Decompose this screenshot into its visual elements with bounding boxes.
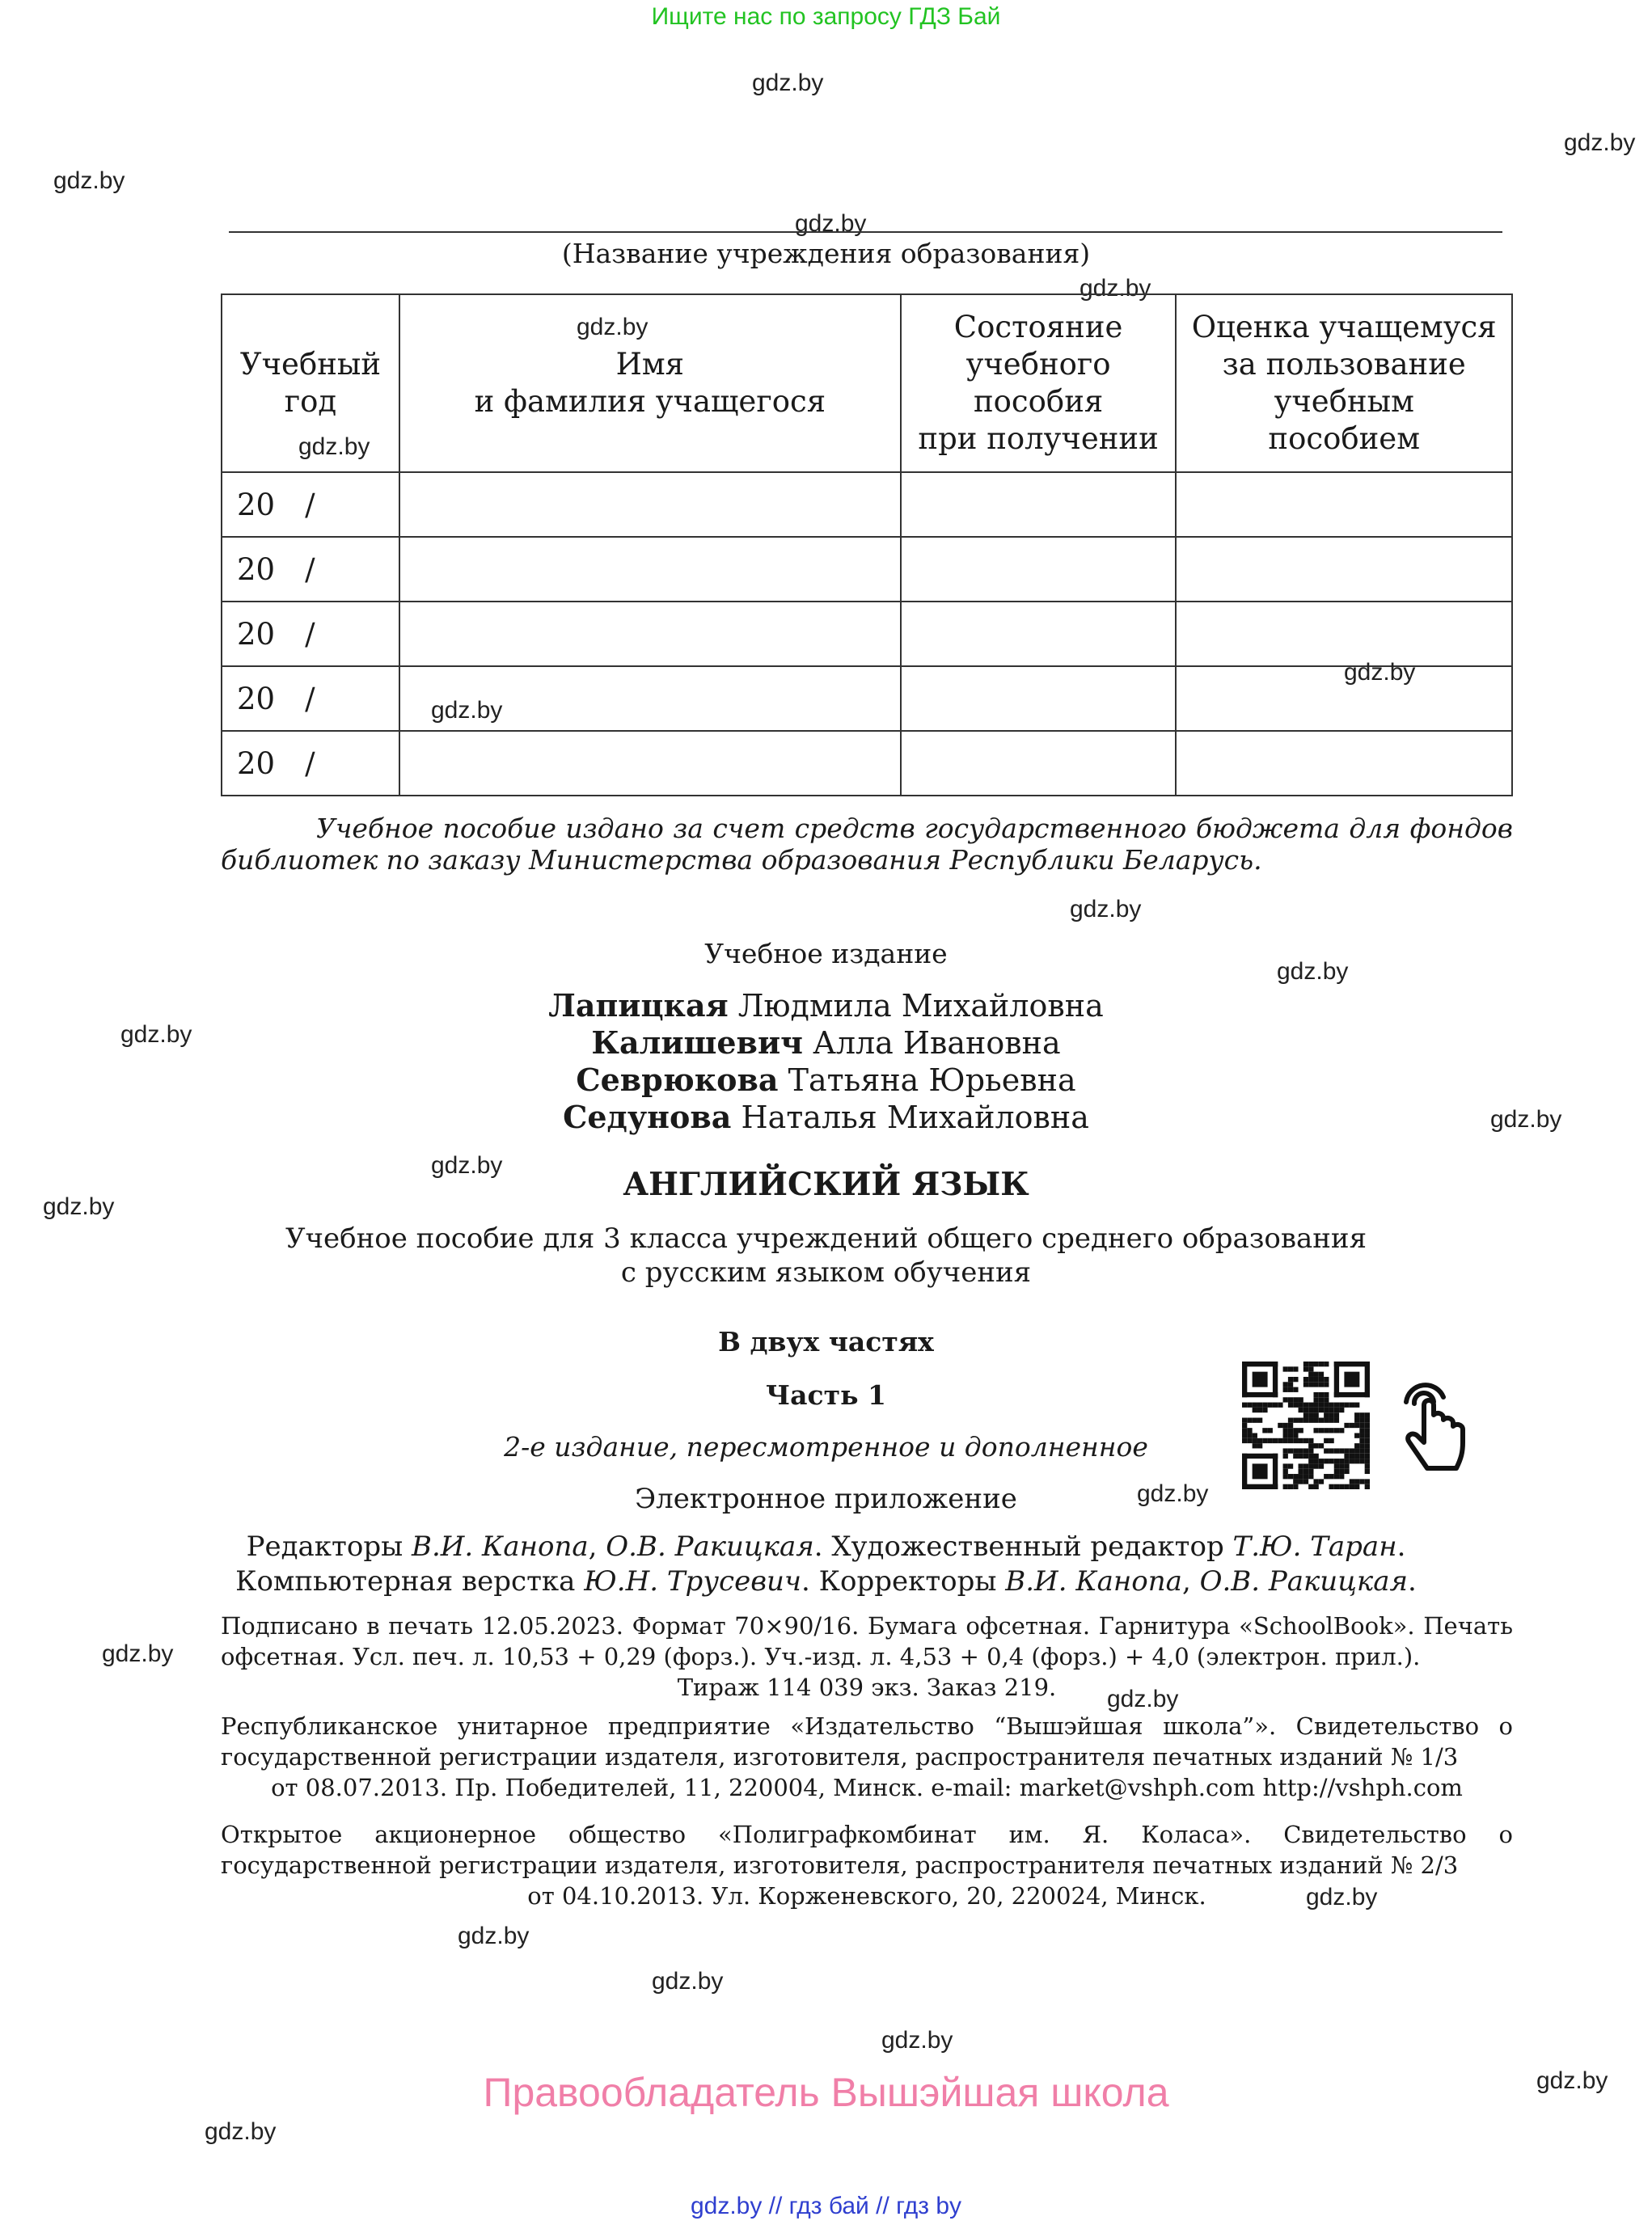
watermark: gdz.by <box>102 1640 174 1667</box>
parts-note: В двух частях <box>718 1326 934 1357</box>
watermark: gdz.by <box>431 1152 503 1179</box>
watermark: gdz.by <box>120 1021 192 1048</box>
print-info-text: Подписано в печать 12.05.2023. Формат 70×90/16. Бумага офсетная. Гарнитура «SchoolBook». Печать офсетная. Усл. печ. л. 10,53 + 0,29 (форз.). Уч.-изд. л. 4,53 + 0,4 (форз.) + 4,0 (электрон. прил.). <box>221 1612 1513 1670</box>
blank-cell[interactable] <box>1176 602 1512 666</box>
author: Калишевич Алла Ивановна <box>591 1024 1061 1061</box>
year-cell[interactable]: 20 / <box>222 472 399 537</box>
author: Севрюкова Татьяна Юрьевна <box>576 1062 1076 1098</box>
printer-info-text: Открытое акционерное общество «Полиграфкомбинат им. Я. Коласа». Свидетельство о государственной регистрации издателя, изготовителя, распространителя печатных изданий № 2/3 <box>221 1821 1513 1879</box>
institution-caption: (Название учреждения образования) <box>561 238 1091 269</box>
print-run: Тираж 114 039 экз. Заказ 219. <box>677 1674 1057 1701</box>
blank-cell[interactable] <box>1176 537 1512 602</box>
publisher-info-text: Республиканское унитарное предприятие «Издательство “Вышэйшая школа”». Свидетельство о государственной регистрации издателя, изготовителя, распространителя печатных изданий № 1/3 <box>221 1712 1513 1771</box>
footer-links[interactable]: gdz.by // гдз бай // гдз by <box>690 2193 962 2219</box>
watermark: gdz.by <box>1137 1480 1209 1507</box>
subtitle-line-2: с русским языком обучения <box>620 1256 1032 1289</box>
watermark: gdz.by <box>458 1923 530 1949</box>
blank-cell[interactable] <box>399 731 901 796</box>
table-row <box>222 666 1512 731</box>
watermark: gdz.by <box>431 697 503 724</box>
printer-info <box>221 1819 1513 1911</box>
header-school-year: Учебный год <box>222 294 399 472</box>
watermark: gdz.by <box>1306 1884 1378 1910</box>
authors <box>0 987 1652 1136</box>
blank-cell[interactable] <box>901 602 1177 666</box>
watermark: gdz.by <box>881 2027 953 2054</box>
table-row <box>222 602 1512 666</box>
author: Седунова Наталья Михайловна <box>563 1099 1089 1135</box>
year-cell[interactable]: 20 / <box>222 537 399 602</box>
table-row <box>222 731 1512 796</box>
editors-line: Редакторы В.И. Канопа, О.В. Ракицкая. Художественный редактор Т.Ю. Таран. <box>246 1530 1406 1563</box>
year-cell[interactable]: 20 / <box>222 666 399 731</box>
qr-code-icon[interactable] <box>1242 1362 1370 1489</box>
watermark: gdz.by <box>577 314 649 340</box>
book-title: АНГЛИЙСКИЙ ЯЗЫК <box>623 1166 1029 1203</box>
blank-cell[interactable] <box>1176 731 1512 796</box>
watermark: gdz.by <box>652 1968 724 1995</box>
table-row <box>222 472 1512 537</box>
blank-cell[interactable] <box>399 472 901 537</box>
watermark: gdz.by <box>1080 275 1151 302</box>
watermark: gdz.by <box>53 167 125 194</box>
usage-register-table <box>221 293 1513 796</box>
printer-info-last: от 04.10.2013. Ул. Корженевского, 20, 220024, Минск. <box>527 1882 1206 1910</box>
blank-cell[interactable] <box>1176 472 1512 537</box>
copyright-holder: Правообладатель Вышэйшая школа <box>483 2070 1169 2115</box>
watermark: gdz.by <box>1107 1686 1179 1712</box>
watermark: gdz.by <box>1564 129 1636 156</box>
print-info <box>221 1611 1513 1703</box>
author: Лапицкая Людмила Михайловна <box>548 987 1104 1024</box>
watermark: gdz.by <box>1277 958 1349 985</box>
blank-cell[interactable] <box>901 731 1177 796</box>
watermark: gdz.by <box>205 2118 277 2145</box>
edition-note: 2-е издание, пересмотренное и дополненное <box>504 1431 1148 1463</box>
watermark: gdz.by <box>1490 1106 1562 1133</box>
header-student-name: Имя и фамилия учащегося <box>399 294 901 472</box>
publisher-info <box>221 1711 1513 1803</box>
layout-proof-line: Компьютерная верстка Ю.Н. Трусевич. Корректоры В.И. Канопа, О.В. Ракицкая. <box>235 1565 1417 1598</box>
table-row <box>222 537 1512 602</box>
part-number: Часть 1 <box>766 1379 886 1411</box>
header-student-grade: Оценка учащемуся за пользование учебным пособием <box>1176 294 1512 472</box>
blank-cell[interactable] <box>901 472 1177 537</box>
e-supplement-label: Электронное приложение <box>635 1483 1017 1515</box>
edition-type: Учебное издание <box>704 938 948 969</box>
subtitle-line-1: Учебное пособие для 3 класса учреждений общего среднего образования <box>285 1222 1367 1255</box>
watermark: gdz.by <box>43 1193 115 1220</box>
year-cell[interactable]: 20 / <box>222 602 399 666</box>
watermark: gdz.by <box>752 70 824 96</box>
institution-line <box>229 231 1502 233</box>
blank-cell[interactable] <box>399 537 901 602</box>
blank-cell[interactable] <box>901 666 1177 731</box>
watermark: gdz.by <box>795 210 867 237</box>
tap-finger-icon <box>1395 1378 1468 1476</box>
header-condition-on-receipt: Состояние учебного пособия при получении <box>901 294 1177 472</box>
blank-cell[interactable] <box>399 602 901 666</box>
blank-cell[interactable] <box>901 537 1177 602</box>
watermark: gdz.by <box>298 433 370 460</box>
budget-note: Учебное пособие издано за счет средств государственного бюджета для фондов библиотек по заказу Министерства образования Республики Беларусь. <box>221 813 1513 876</box>
watermark: gdz.by <box>1536 2067 1608 2094</box>
top-search-link[interactable]: Ищите нас по запросу ГДЗ Бай <box>651 3 1001 30</box>
publisher-info-last: от 08.07.2013. Пр. Победителей, 11, 220004, Минск. e-mail: market@vshph.com http://vshph.com <box>271 1774 1463 1801</box>
watermark: gdz.by <box>1070 896 1142 923</box>
watermark: gdz.by <box>1344 659 1416 686</box>
year-cell[interactable]: 20 / <box>222 731 399 796</box>
